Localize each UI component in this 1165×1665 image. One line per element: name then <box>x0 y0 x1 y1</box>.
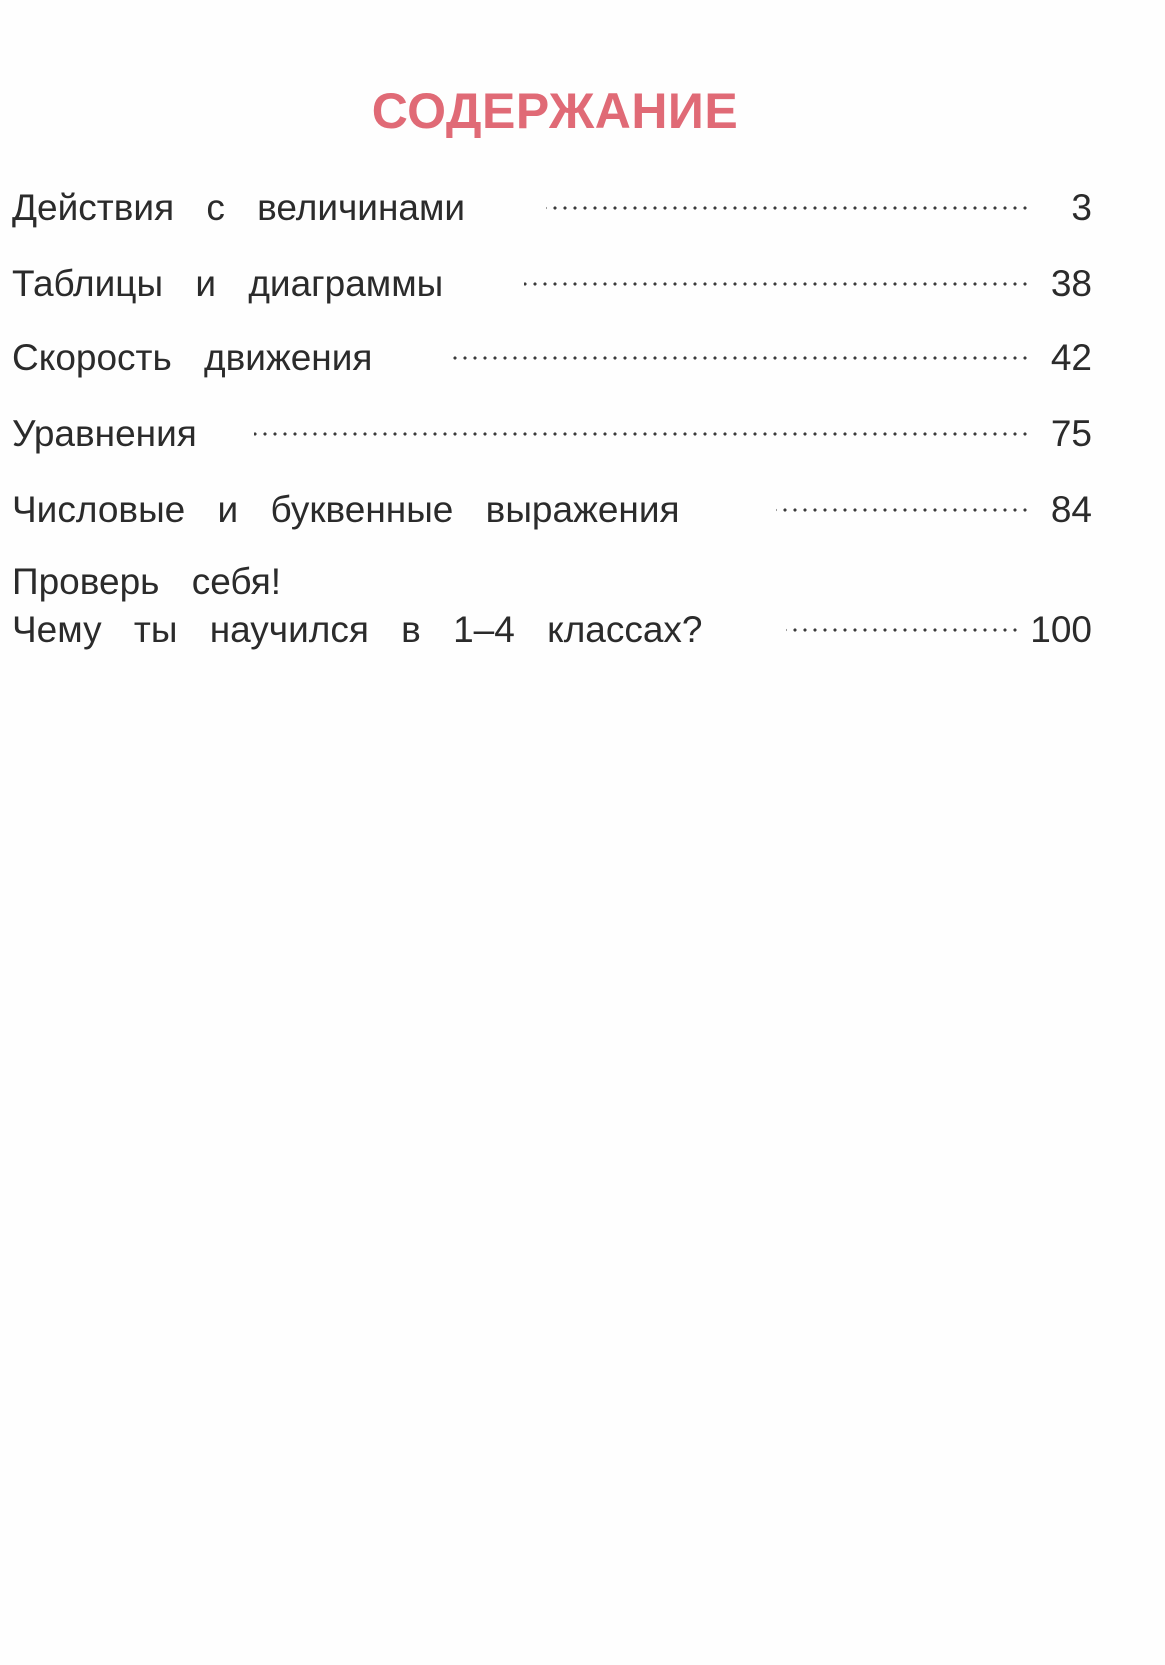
toc-entry[interactable] <box>12 260 1092 308</box>
toc-leader-dots <box>786 628 1020 632</box>
toc-entry-title: Скорость движения <box>12 337 373 378</box>
toc-entry-title: Числовые и буквенные выражения <box>12 489 680 530</box>
toc-leader-dots <box>776 508 1030 512</box>
toc-entry-title: Действия с величинами <box>12 187 466 228</box>
toc-entry[interactable] <box>12 334 1092 382</box>
toc-leader-dots <box>448 356 1030 360</box>
toc-entry-page: 100 <box>1030 609 1092 650</box>
toc-leader-dots <box>524 282 1030 286</box>
toc-entry[interactable] <box>12 606 1092 654</box>
toc-entry[interactable] <box>12 410 1092 458</box>
toc-entry-page: 38 <box>1050 263 1092 304</box>
toc-entry-title: Чему ты научился в 1–4 классах? <box>12 609 703 650</box>
toc-entry-page: 84 <box>1050 489 1092 530</box>
toc-leader-dots <box>546 206 1030 210</box>
toc-entry[interactable] <box>12 184 1092 232</box>
toc-entry-title: Таблицы и диаграммы <box>12 263 444 304</box>
toc-entry-title: Уравнения <box>12 413 197 454</box>
toc-entry-page: 75 <box>1050 413 1092 454</box>
toc-entry-page: 3 <box>1071 187 1092 228</box>
toc-entry-page: 42 <box>1050 337 1092 378</box>
contents-heading: СОДЕРЖАНИЕ <box>371 83 739 139</box>
toc-entry-title-line1[interactable]: Проверь себя! <box>12 561 282 602</box>
toc-entry[interactable] <box>12 486 1092 534</box>
toc-leader-dots <box>254 432 1030 436</box>
